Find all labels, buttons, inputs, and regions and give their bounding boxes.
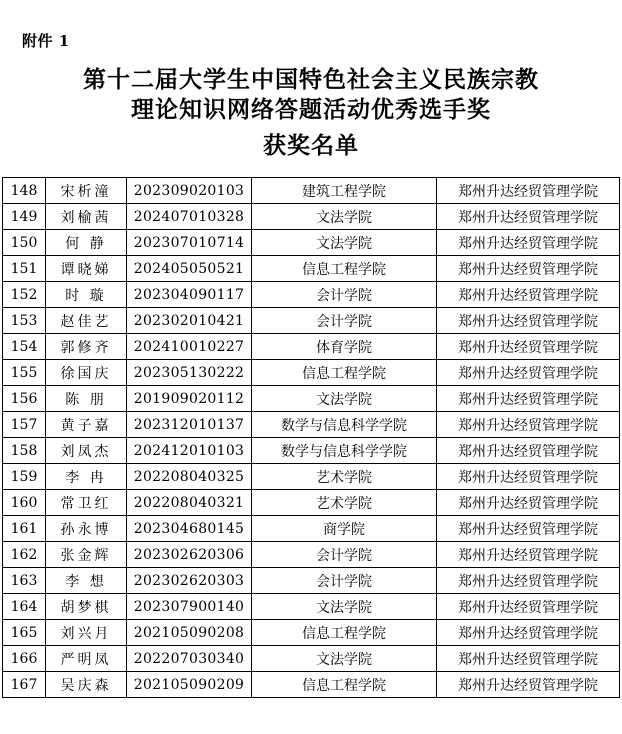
cell-student-id: 202105090208 <box>127 620 252 646</box>
cell-index: 160 <box>3 490 46 516</box>
cell-index: 153 <box>3 308 46 334</box>
cell-index: 157 <box>3 412 46 438</box>
cell-student-id: 202412010103 <box>127 438 252 464</box>
cell-college: 信息工程学院 <box>252 256 437 282</box>
cell-index: 155 <box>3 360 46 386</box>
table-row <box>3 230 620 256</box>
cell-college: 会计学院 <box>252 568 437 594</box>
cell-school: 郑州升达经贸管理学院 <box>437 620 620 646</box>
cell-school: 郑州升达经贸管理学院 <box>437 542 620 568</box>
cell-school: 郑州升达经贸管理学院 <box>437 672 620 698</box>
cell-school: 郑州升达经贸管理学院 <box>437 646 620 672</box>
table-row <box>3 282 620 308</box>
cell-student-id: 202312010137 <box>127 412 252 438</box>
cell-student-id: 202207030340 <box>127 646 252 672</box>
cell-name: 刘榆茜 <box>46 204 127 230</box>
cell-college: 信息工程学院 <box>252 620 437 646</box>
cell-student-id: 202208040321 <box>127 490 252 516</box>
cell-college: 文法学院 <box>252 230 437 256</box>
cell-college: 体育学院 <box>252 334 437 360</box>
cell-name: 吴庆森 <box>46 672 127 698</box>
cell-college: 会计学院 <box>252 282 437 308</box>
title-line-3: 获奖名单 <box>263 132 359 159</box>
cell-school: 郑州升达经贸管理学院 <box>437 412 620 438</box>
cell-index: 151 <box>3 256 46 282</box>
cell-student-id: 202407010328 <box>127 204 252 230</box>
cell-name: 李 想 <box>46 568 127 594</box>
table-row <box>3 412 620 438</box>
cell-index: 166 <box>3 646 46 672</box>
table-row <box>3 386 620 412</box>
cell-student-id: 202105090209 <box>127 672 252 698</box>
cell-index: 158 <box>3 438 46 464</box>
table-row <box>3 204 620 230</box>
attachment-label: 附件 1 <box>22 32 70 50</box>
cell-index: 148 <box>3 178 46 204</box>
cell-index: 162 <box>3 542 46 568</box>
cell-student-id: 202302620306 <box>127 542 252 568</box>
cell-school: 郑州升达经贸管理学院 <box>437 568 620 594</box>
cell-student-id: 202302620303 <box>127 568 252 594</box>
cell-name: 何 静 <box>46 230 127 256</box>
cell-student-id: 202309020103 <box>127 178 252 204</box>
cell-student-id: 202304680145 <box>127 516 252 542</box>
cell-name: 张金辉 <box>46 542 127 568</box>
cell-school: 郑州升达经贸管理学院 <box>437 204 620 230</box>
cell-index: 152 <box>3 282 46 308</box>
table-row <box>3 334 620 360</box>
cell-school: 郑州升达经贸管理学院 <box>437 360 620 386</box>
cell-school: 郑州升达经贸管理学院 <box>437 464 620 490</box>
cell-college: 文法学院 <box>252 204 437 230</box>
cell-index: 164 <box>3 594 46 620</box>
document-title <box>0 65 622 161</box>
title-line-1: 第十二届大学生中国特色社会主义民族宗教 <box>83 66 539 93</box>
document-page <box>0 30 622 734</box>
cell-name: 胡梦棋 <box>46 594 127 620</box>
cell-school: 郑州升达经贸管理学院 <box>437 334 620 360</box>
cell-school: 郑州升达经贸管理学院 <box>437 386 620 412</box>
cell-name: 郭修齐 <box>46 334 127 360</box>
table-row <box>3 256 620 282</box>
cell-student-id: 202405050521 <box>127 256 252 282</box>
cell-index: 156 <box>3 386 46 412</box>
cell-name: 常卫红 <box>46 490 127 516</box>
cell-college: 建筑工程学院 <box>252 178 437 204</box>
table-row <box>3 568 620 594</box>
cell-college: 商学院 <box>252 516 437 542</box>
cell-college: 数学与信息科学学院 <box>252 438 437 464</box>
cell-name: 刘兴月 <box>46 620 127 646</box>
cell-index: 161 <box>3 516 46 542</box>
title-line-2: 理论知识网络答题活动优秀选手奖 <box>131 96 491 123</box>
table-row <box>3 490 620 516</box>
cell-name: 孙永博 <box>46 516 127 542</box>
award-list-body <box>3 178 620 698</box>
table-row <box>3 178 620 204</box>
table-row <box>3 360 620 386</box>
cell-name: 徐国庆 <box>46 360 127 386</box>
cell-student-id: 202307010714 <box>127 230 252 256</box>
cell-student-id: 202208040325 <box>127 464 252 490</box>
cell-index: 149 <box>3 204 46 230</box>
cell-school: 郑州升达经贸管理学院 <box>437 490 620 516</box>
cell-school: 郑州升达经贸管理学院 <box>437 594 620 620</box>
table-row <box>3 542 620 568</box>
cell-name: 严明凤 <box>46 646 127 672</box>
cell-college: 会计学院 <box>252 542 437 568</box>
cell-college: 文法学院 <box>252 594 437 620</box>
table-row <box>3 308 620 334</box>
cell-student-id: 201909020112 <box>127 386 252 412</box>
award-list-table <box>2 177 620 698</box>
cell-college: 艺术学院 <box>252 464 437 490</box>
cell-school: 郑州升达经贸管理学院 <box>437 516 620 542</box>
cell-school: 郑州升达经贸管理学院 <box>437 438 620 464</box>
table-row <box>3 620 620 646</box>
cell-name: 赵佳艺 <box>46 308 127 334</box>
cell-school: 郑州升达经贸管理学院 <box>437 178 620 204</box>
cell-index: 159 <box>3 464 46 490</box>
cell-school: 郑州升达经贸管理学院 <box>437 256 620 282</box>
cell-student-id: 202302010421 <box>127 308 252 334</box>
table-row <box>3 646 620 672</box>
cell-school: 郑州升达经贸管理学院 <box>437 230 620 256</box>
table-row <box>3 438 620 464</box>
cell-college: 信息工程学院 <box>252 672 437 698</box>
cell-school: 郑州升达经贸管理学院 <box>437 308 620 334</box>
cell-college: 文法学院 <box>252 646 437 672</box>
cell-student-id: 202307900140 <box>127 594 252 620</box>
cell-student-id: 202410010227 <box>127 334 252 360</box>
cell-index: 163 <box>3 568 46 594</box>
table-row <box>3 672 620 698</box>
cell-name: 宋析潼 <box>46 178 127 204</box>
cell-student-id: 202305130222 <box>127 360 252 386</box>
cell-index: 154 <box>3 334 46 360</box>
cell-student-id: 202304090117 <box>127 282 252 308</box>
cell-name: 谭晓娣 <box>46 256 127 282</box>
cell-name: 李 冉 <box>46 464 127 490</box>
table-row <box>3 464 620 490</box>
cell-school: 郑州升达经贸管理学院 <box>437 282 620 308</box>
table-row <box>3 594 620 620</box>
cell-index: 150 <box>3 230 46 256</box>
cell-name: 刘凤杰 <box>46 438 127 464</box>
cell-index: 165 <box>3 620 46 646</box>
cell-name: 陈 朋 <box>46 386 127 412</box>
cell-college: 数学与信息科学学院 <box>252 412 437 438</box>
cell-college: 会计学院 <box>252 308 437 334</box>
table-row <box>3 516 620 542</box>
cell-college: 艺术学院 <box>252 490 437 516</box>
cell-name: 黄子嘉 <box>46 412 127 438</box>
cell-college: 文法学院 <box>252 386 437 412</box>
cell-index: 167 <box>3 672 46 698</box>
cell-college: 信息工程学院 <box>252 360 437 386</box>
cell-name: 时 璇 <box>46 282 127 308</box>
